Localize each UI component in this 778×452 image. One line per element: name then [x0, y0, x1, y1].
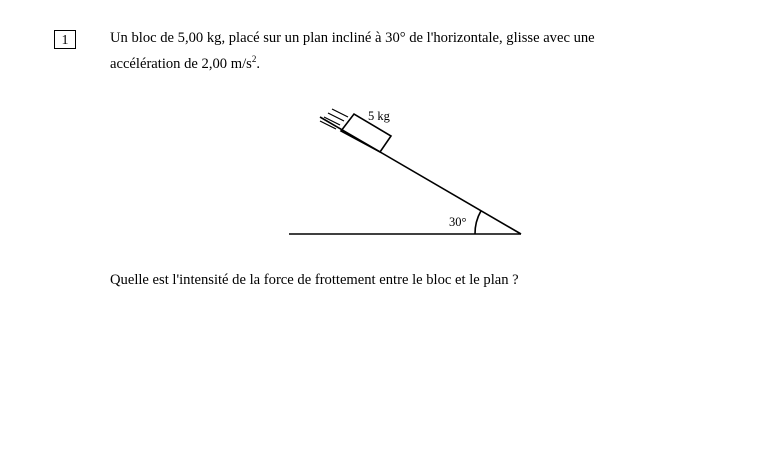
angle-label: 30°: [449, 215, 467, 229]
angle-arc: [475, 211, 481, 234]
squared-exponent: 2: [251, 54, 257, 64]
question-number: 1: [61, 33, 69, 48]
block-mass-label: 5 kg: [368, 109, 390, 123]
sentence-period: .: [256, 56, 260, 72]
question-text-line-1: Un bloc de 5,00 kg, placé sur un plan incliné à 30° de l'horizontale, glisse avec une: [110, 30, 595, 46]
question-prompt: Quelle est l'intensité de la force de frottement entre le bloc et le plan ?: [110, 272, 519, 288]
acceleration-text: accélération de 2,00 m/s: [110, 56, 252, 72]
incline-line: [320, 117, 521, 234]
